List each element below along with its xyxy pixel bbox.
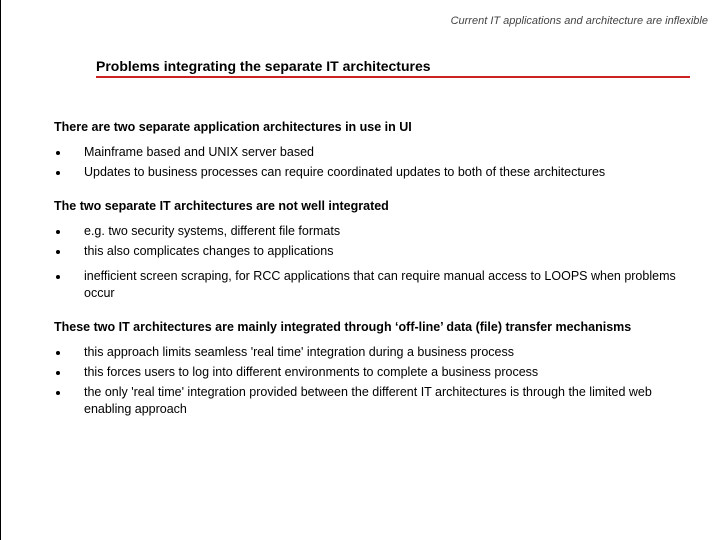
bullet-item: [54, 384, 694, 418]
section-integration: [54, 198, 694, 302]
bullet-dot-icon: [56, 391, 60, 395]
section-heading: The two separate IT architectures are not well integrated: [54, 199, 389, 213]
bullet-item: [54, 164, 694, 181]
title-underline: [96, 76, 690, 78]
slide-title: Problems integrating the separate IT architectures: [96, 58, 431, 74]
bullet-text: the only 'real time' integration provided between the different IT architectures is through the limited web enabling approach: [84, 385, 652, 416]
section-heading: There are two separate application architectures in use in UI: [54, 120, 412, 134]
bullet-list: [54, 144, 694, 181]
bullet-dot-icon: [56, 151, 60, 155]
bullet-text: this also complicates changes to applications: [84, 244, 334, 258]
bullet-dot-icon: [56, 371, 60, 375]
bullet-text: e.g. two security systems, different file formats: [84, 224, 341, 238]
section-heading: These two IT architectures are mainly integrated through ‘off-line’ data (file) transfer mechanisms: [54, 320, 632, 334]
bullet-dot-icon: [56, 171, 60, 175]
bullet-dot-icon: [56, 351, 60, 355]
left-border-line: [0, 0, 1, 540]
bullet-dot-icon: [56, 230, 60, 234]
slide-content: [54, 119, 694, 435]
bullet-dot-icon: [56, 250, 60, 254]
bullet-item: [54, 223, 694, 240]
bullet-item: [54, 344, 694, 361]
bullet-item: [54, 364, 694, 381]
bullet-item: [54, 243, 694, 260]
bullet-item: [54, 268, 694, 302]
bullet-dot-icon: [56, 275, 60, 279]
section-architectures: [54, 119, 694, 181]
section-offline-transfer: [54, 319, 694, 418]
bullet-text: this approach limits seamless 'real time' integration during a business process: [84, 345, 514, 359]
bullet-text: inefficient screen scraping, for RCC applications that can require manual access to LOOPS when problems occur: [84, 269, 676, 300]
bullet-item: [54, 144, 694, 161]
bullet-text: Mainframe based and UNIX server based: [84, 145, 314, 159]
header-note: Current IT applications and architecture are inflexible: [450, 15, 708, 27]
bullet-list: [54, 344, 694, 418]
bullet-text: this forces users to log into different environments to complete a business process: [84, 365, 539, 379]
bullet-list: [54, 223, 694, 302]
bullet-text: Updates to business processes can require coordinated updates to both of these architectures: [84, 165, 606, 179]
